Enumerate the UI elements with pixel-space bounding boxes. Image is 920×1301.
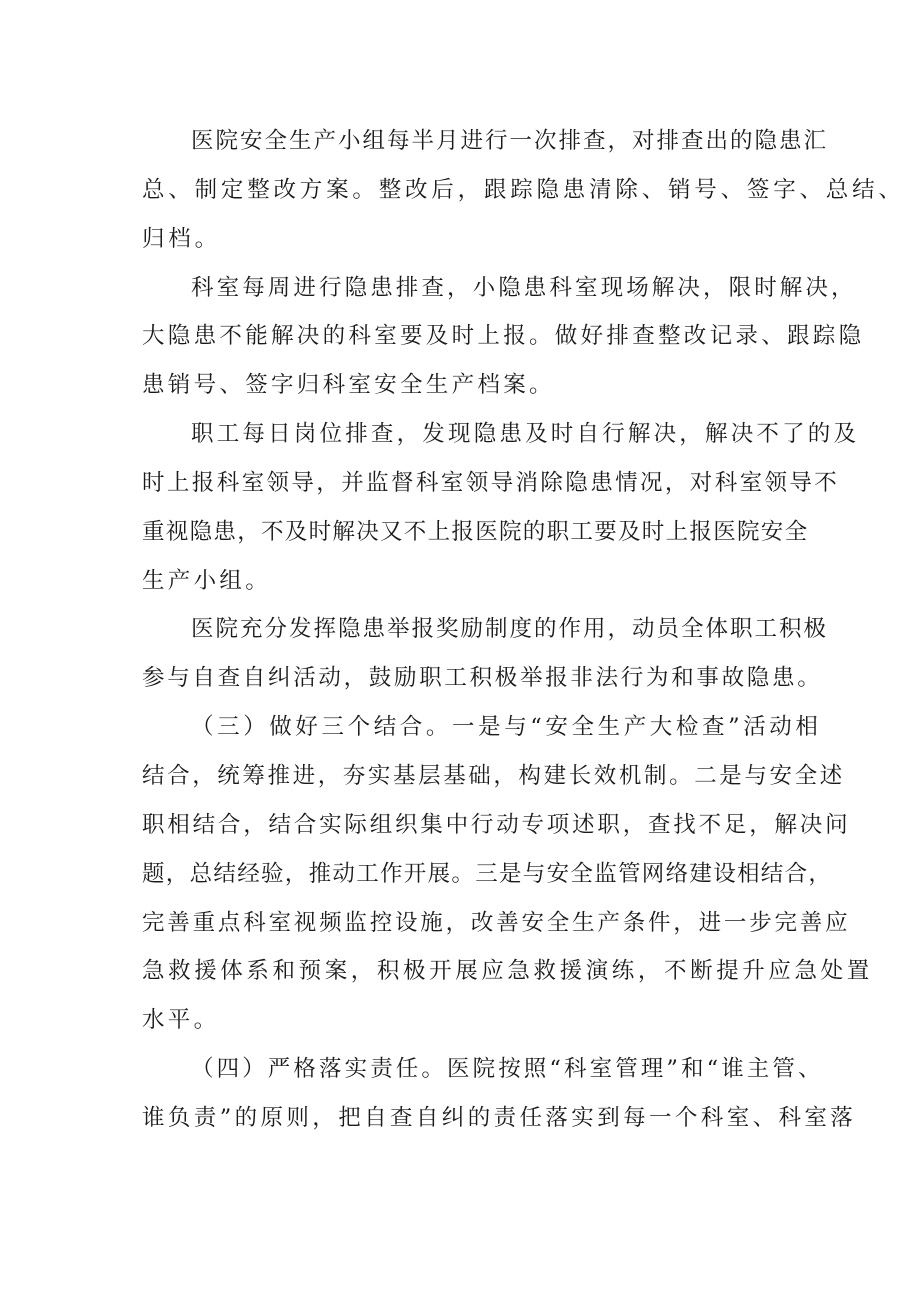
text-line: 急救援体系和预案，积极开展应急救援演练，不断提升应急处置: [142, 958, 873, 984]
text-line: 职工每日岗位排查，发现隐患及时自行解决，解决不了的及: [191, 421, 860, 447]
text-line: 科室每周进行隐患排查，小隐患科室现场解决，限时解决，: [191, 275, 857, 301]
text-line: 总、制定整改方案。整改后，跟踪隐患清除、销号、签字、总结、: [142, 177, 905, 203]
text-line: （三）做好三个结合。一是与“安全生产大检查”活动相: [191, 714, 822, 740]
text-line: 患销号、签字归科室安全生产档案。: [142, 372, 555, 398]
text-line: （四）严格落实责任。医院按照“科室管理”和“谁主管、: [191, 1056, 824, 1082]
text-line: 医院安全生产小组每半月进行一次排查，对排查出的隐患汇: [191, 128, 829, 154]
text-line: 生产小组。: [142, 568, 272, 594]
text-line: 结合，统筹推进，夯实基层基础，构建长效机制。二是与安全述: [142, 763, 845, 789]
text-line: 完善重点科室视频监控设施，改善安全生产条件，进一步完善应: [142, 910, 851, 936]
text-line: 时上报科室领导，并监督科室领导消除隐患情况，对科室领导不: [142, 470, 840, 496]
text-line: 水平。: [142, 1007, 220, 1033]
text-line: 题，总结经验，推动工作开展。三是与安全监管网络建设相结合，: [142, 861, 833, 887]
text-line: 重视隐患，不及时解决又不上报医院的职工要及时上报医院安全: [142, 519, 809, 545]
text-line: 大隐患不能解决的科室要及时上报。做好排查整改记录、跟踪隐: [142, 323, 865, 349]
text-line: 参与自查自纠活动，鼓励职工积极举报非法行为和事故隐患。: [142, 665, 823, 691]
text-line: 归档。: [142, 226, 221, 252]
text-line: 谁负责”的原则，把自查自纠的责任落实到每一个科室、科室落: [142, 1105, 857, 1131]
text-line: 医院充分发挥隐患举报奖励制度的作用，动员全体职工积极: [191, 616, 829, 642]
text-line: 职相结合，结合实际组织集中行动专项述职，查找不足，解决问: [142, 812, 851, 838]
